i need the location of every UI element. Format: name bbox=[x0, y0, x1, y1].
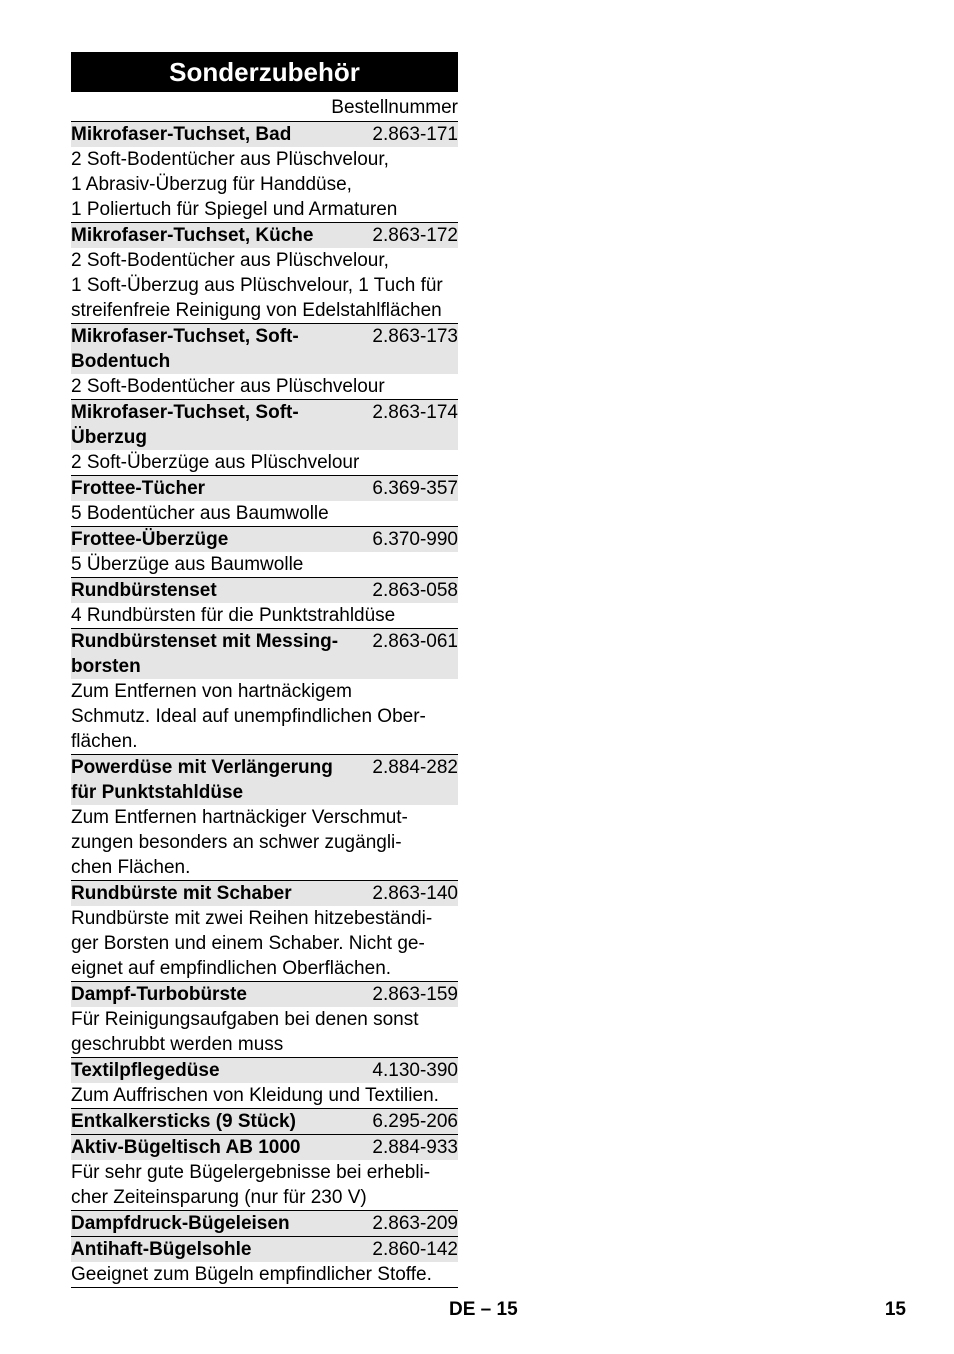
order-number: 2.863-209 bbox=[372, 1213, 458, 1234]
accessory-name-line: Mikrofaser-Tuchset, Küche bbox=[71, 225, 314, 246]
accessory-description bbox=[71, 248, 458, 323]
accessory-name bbox=[71, 1058, 372, 1083]
accessory-header bbox=[71, 755, 458, 805]
accessory-name-line: Aktiv-Bügeltisch AB 1000 bbox=[71, 1137, 301, 1158]
accessory-description bbox=[71, 1160, 458, 1210]
description-line: Zum Entfernen von hartnäckigem bbox=[71, 681, 352, 702]
accessory-name-line: Dampfdruck-Bügeleisen bbox=[71, 1213, 290, 1234]
accessory-name-line: Rundbürstenset bbox=[71, 580, 217, 601]
accessory-item bbox=[71, 1108, 458, 1134]
accessory-item bbox=[71, 577, 458, 628]
description-line: 5 Bodentücher aus Baumwolle bbox=[71, 503, 329, 524]
accessory-description bbox=[71, 147, 458, 222]
accessory-name bbox=[71, 982, 372, 1007]
accessory-item bbox=[71, 475, 458, 526]
accessory-header bbox=[71, 476, 458, 501]
accessory-item bbox=[71, 1134, 458, 1210]
accessory-name bbox=[71, 881, 372, 906]
description-line: 1 Poliertuch für Spiegel und Armaturen bbox=[71, 199, 398, 220]
order-number: 2.863-174 bbox=[372, 402, 458, 423]
accessory-description bbox=[71, 1007, 458, 1057]
accessory-name bbox=[71, 476, 372, 501]
order-number: 6.295-206 bbox=[372, 1111, 458, 1132]
description-line: ger Borsten und einem Schaber. Nicht ge- bbox=[71, 933, 425, 954]
accessory-header bbox=[71, 527, 458, 552]
accessory-name bbox=[71, 1237, 372, 1262]
accessory-header bbox=[71, 1135, 458, 1160]
accessory-header bbox=[71, 1058, 458, 1083]
description-line: 2 Soft-Bodentücher aus Plüschvelour, bbox=[71, 250, 389, 271]
accessory-item bbox=[71, 526, 458, 577]
description-line: Rundbürste mit zwei Reihen hitzebeständi- bbox=[71, 908, 433, 929]
accessory-item bbox=[71, 628, 458, 754]
accessory-header bbox=[71, 122, 458, 147]
description-line: 2 Soft-Bodentücher aus Plüschvelour bbox=[71, 376, 385, 397]
list-end-rule bbox=[71, 1287, 458, 1288]
order-number: 2.860-142 bbox=[372, 1239, 458, 1260]
order-number: 2.863-140 bbox=[372, 883, 458, 904]
description-line: Geeignet zum Bügeln empfindlicher Stoffe. bbox=[71, 1264, 432, 1285]
accessory-description bbox=[71, 552, 458, 577]
order-number: 2.863-171 bbox=[372, 124, 458, 145]
accessory-name bbox=[71, 122, 372, 147]
accessory-description bbox=[71, 501, 458, 526]
order-number: 2.863-061 bbox=[372, 631, 458, 652]
accessory-name-line: Überzug bbox=[71, 427, 147, 448]
order-number: 2.884-933 bbox=[372, 1137, 458, 1158]
accessory-name-line: Rundbürste mit Schaber bbox=[71, 883, 292, 904]
accessory-header bbox=[71, 1237, 458, 1262]
accessory-header bbox=[71, 1211, 458, 1236]
description-line: 5 Überzüge aus Baumwolle bbox=[71, 554, 304, 575]
accessory-item bbox=[71, 222, 458, 323]
accessory-description bbox=[71, 374, 458, 399]
accessory-name bbox=[71, 400, 372, 450]
accessory-header bbox=[71, 629, 458, 679]
accessory-item bbox=[71, 1210, 458, 1236]
order-number: 2.863-058 bbox=[372, 580, 458, 601]
accessories-column bbox=[71, 52, 458, 1288]
accessory-description bbox=[71, 679, 458, 754]
accessory-item bbox=[71, 754, 458, 880]
order-number: 6.369-357 bbox=[372, 478, 458, 499]
description-line: 4 Rundbürsten für die Punktstrahldüse bbox=[71, 605, 396, 626]
order-number: 2.863-159 bbox=[372, 984, 458, 1005]
accessory-item bbox=[71, 121, 458, 222]
accessory-item bbox=[71, 323, 458, 399]
description-line: 1 Abrasiv-Überzug für Handdüse, bbox=[71, 174, 352, 195]
description-line: zungen besonders an schwer zugängli- bbox=[71, 832, 402, 853]
accessory-name-line: für Punktstahldüse bbox=[71, 782, 244, 803]
accessory-name-line: Textilpflegedüse bbox=[71, 1060, 220, 1081]
description-line: chen Flächen. bbox=[71, 857, 191, 878]
description-line: Zum Auffrischen von Kleidung und Textilien. bbox=[71, 1085, 439, 1106]
section-title: Sonderzubehör bbox=[71, 52, 458, 92]
accessory-name-line: Rundbürstenset mit Messing- bbox=[71, 631, 339, 652]
description-line: Für sehr gute Bügelergebnisse bei erhebli- bbox=[71, 1162, 431, 1183]
accessory-name-line: Antihaft-Bügelsohle bbox=[71, 1239, 252, 1260]
accessory-item bbox=[71, 1236, 458, 1287]
accessory-name-line: borsten bbox=[71, 656, 141, 677]
accessory-name-line: Mikrofaser-Tuchset, Soft- bbox=[71, 326, 299, 347]
accessory-name bbox=[71, 324, 372, 374]
footer-page-number: 15 bbox=[884, 1299, 906, 1320]
accessory-header bbox=[71, 578, 458, 603]
accessory-name bbox=[71, 1211, 372, 1236]
description-line: eignet auf empfindlichen Oberflächen. bbox=[71, 958, 392, 979]
description-line: 1 Soft-Überzug aus Plüschvelour, 1 Tuch für bbox=[71, 275, 443, 296]
order-number: 2.884-282 bbox=[372, 757, 458, 778]
accessory-description bbox=[71, 906, 458, 981]
accessory-name-line: Powerdüse mit Verlängerung bbox=[71, 757, 333, 778]
accessory-header bbox=[71, 881, 458, 906]
accessory-name-line: Frottee-Tücher bbox=[71, 478, 206, 499]
accessory-name bbox=[71, 578, 372, 603]
accessory-item bbox=[71, 880, 458, 981]
accessory-name bbox=[71, 1135, 372, 1160]
accessory-list bbox=[71, 121, 458, 1287]
accessory-header bbox=[71, 982, 458, 1007]
accessory-name bbox=[71, 527, 372, 552]
accessory-name-line: Bodentuch bbox=[71, 351, 171, 372]
accessory-item bbox=[71, 1057, 458, 1108]
accessory-description bbox=[71, 450, 458, 475]
description-line: flächen. bbox=[71, 731, 138, 752]
accessory-name-line: Mikrofaser-Tuchset, Soft- bbox=[71, 402, 299, 423]
accessory-name-line: Mikrofaser-Tuchset, Bad bbox=[71, 124, 292, 145]
description-line: streifenfreie Reinigung von Edelstahlflächen bbox=[71, 300, 442, 321]
accessory-description bbox=[71, 603, 458, 628]
accessory-name bbox=[71, 1109, 372, 1134]
description-line: geschrubbt werden muss bbox=[71, 1034, 284, 1055]
accessory-description bbox=[71, 1262, 458, 1287]
accessory-item bbox=[71, 981, 458, 1057]
accessory-name-line: Frottee-Überzüge bbox=[71, 529, 229, 550]
description-line: Schmutz. Ideal auf unempfindlichen Ober- bbox=[71, 706, 426, 727]
accessory-header bbox=[71, 324, 458, 374]
order-number: 2.863-173 bbox=[372, 326, 458, 347]
accessory-name-line: Entkalkersticks (9 Stück) bbox=[71, 1111, 296, 1132]
accessory-header bbox=[71, 400, 458, 450]
description-line: Für Reinigungsaufgaben bei denen sonst bbox=[71, 1009, 419, 1030]
order-number: 4.130-390 bbox=[372, 1060, 458, 1081]
accessory-description bbox=[71, 805, 458, 880]
order-number: 2.863-172 bbox=[372, 225, 458, 246]
footer-language-page: DE – 15 bbox=[449, 1299, 518, 1320]
accessory-header bbox=[71, 1109, 458, 1134]
accessory-item bbox=[71, 399, 458, 475]
description-line: Zum Entfernen hartnäckiger Verschmut- bbox=[71, 807, 408, 828]
accessory-name-line: Dampf-Turbobürste bbox=[71, 984, 247, 1005]
accessory-name bbox=[71, 223, 372, 248]
accessory-name bbox=[71, 755, 372, 805]
description-line: 2 Soft-Bodentücher aus Plüschvelour, bbox=[71, 149, 389, 170]
description-line: 2 Soft-Überzüge aus Plüschvelour bbox=[71, 452, 360, 473]
accessory-description bbox=[71, 1083, 458, 1108]
order-number: 6.370-990 bbox=[372, 529, 458, 550]
description-line: cher Zeiteinsparung (nur für 230 V) bbox=[71, 1187, 367, 1208]
accessory-name bbox=[71, 629, 372, 679]
order-number-header: Bestellnummer bbox=[331, 97, 458, 118]
accessory-header bbox=[71, 223, 458, 248]
